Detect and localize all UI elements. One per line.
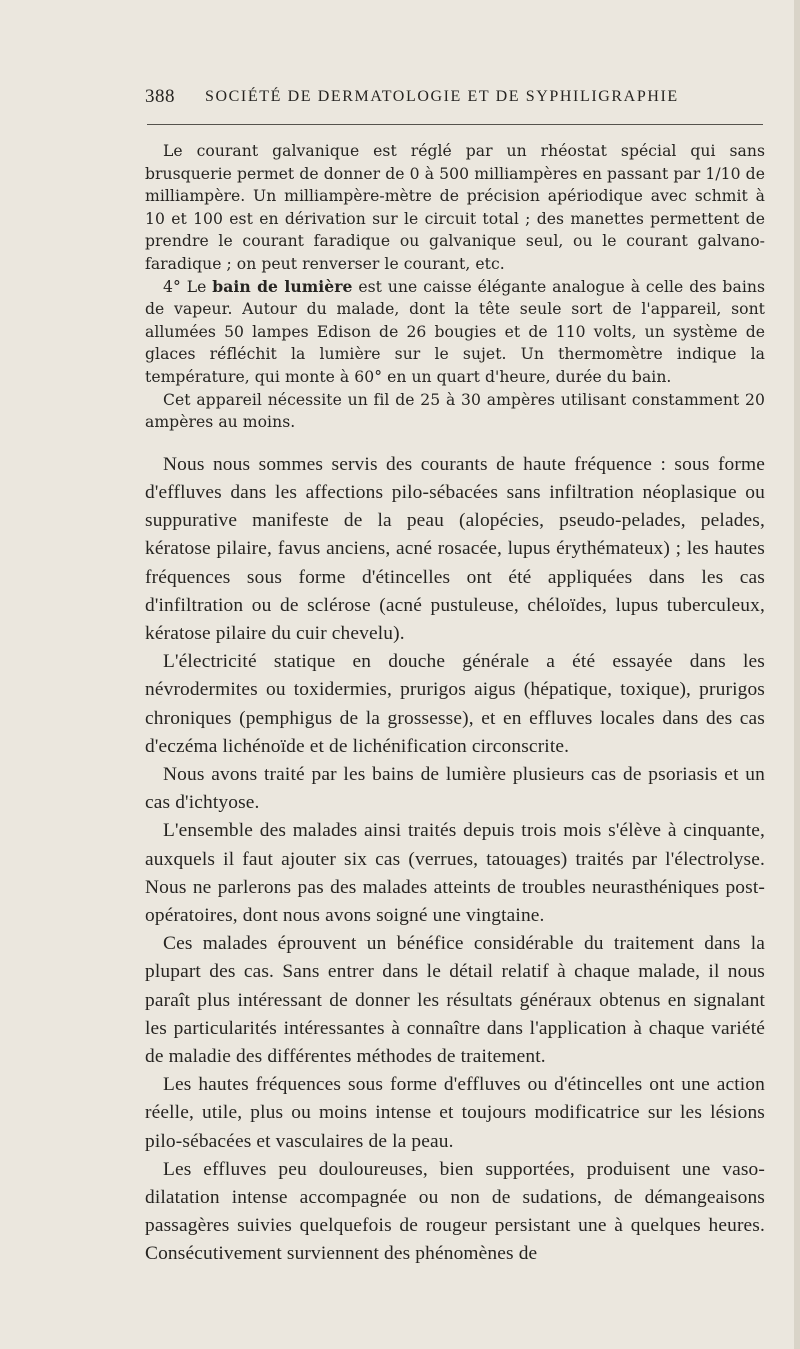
paragraph: Nous nous sommes servis des courants de haute fréquence : sous forme d'effluves dans les affections pilo-sébacées sans infiltration néoplasique ou suppurative manifeste de la peau (alopécies, pseudo-pelades, pelades, kératose pilaire, favus anciens, acné rosacée, lupus érythémateux) ; les hautes fréquences sous forme d'étincelles ont été appliquées dans les cas d'infiltration ou de sclérose (acné pustuleuse, chéloïdes, lupus tuberculeux, kératose pilaire du cuir chevelu). xyxy=(145,453,765,644)
body-text xyxy=(145,140,765,1269)
paragraph: Ces malades éprouvent un bénéfice considérable du traitement dans la plupart des cas. Sans entrer dans le détail relatif à chaque malade, il nous paraît plus intéressant de donner les résultats généraux obtenus en signalant les particularités intéressantes à connaître dans l'application à chaque variété de maladie des différentes méthodes de traitement. xyxy=(145,933,765,1067)
main-text-section xyxy=(145,451,765,1269)
small-print-section xyxy=(145,140,765,434)
paragraph-rest: est une caisse élégante analogue à celle des bains de vapeur. Autour du malade, dont la tête seule sort de l'appareil, sont allumées 50 lampes Edison de 26 bougies et de 110 volts, un système de glaces réfléchit la lumière sur le sujet. Un thermomètre indique la température, qui monte à 60° en un quart d'heure, durée du bain. xyxy=(145,277,765,386)
paragraph-prefix: 4° Le xyxy=(163,277,213,296)
paragraph xyxy=(145,276,765,389)
paragraph: Nous avons traité par les bains de lumière plusieurs cas de psoriasis et un cas d'ichtyose. xyxy=(145,763,765,814)
paragraph: Cet appareil nécessite un fil de 25 à 30 ampères utilisant constamment 20 ampères au moins. xyxy=(145,390,765,432)
paragraph: L'ensemble des malades ainsi traités depuis trois mois s'élève à cinquante, auxquels il faut ajouter six cas (verrues, tatouages) traités par l'électrolyse. Nous ne parlerons pas des malades atteints de troubles neurasthéniques post-opératoires, dont nous avons soigné une vingtaine. xyxy=(145,820,765,926)
paragraph: L'électricité statique en douche générale a été essayée dans les névrodermites ou toxidermies, prurigos aigus (hépatique, toxique), prurigos chroniques (pemphigus de la grossesse), et en effluves locales dans des cas d'eczéma lichénoïde et de lichénification circonscrite. xyxy=(145,651,765,757)
page-number: 388 xyxy=(145,86,175,107)
page-edge xyxy=(794,0,800,1349)
running-header xyxy=(145,86,765,114)
header-rule xyxy=(147,124,763,125)
paragraph: Le courant galvanique est réglé par un rhéostat spécial qui sans brusquerie permet de donner de 0 à 500 milliampères en passant par 1/10 de milliampère. Un milliampère-mètre de précision apériodique avec schmit à 10 et 100 est en dérivation sur le circuit total ; des manettes permettent de prendre le courant faradique ou galvanique seul, ou le courant galvano-faradique ; on peut renverser le courant, etc. xyxy=(145,142,765,273)
paragraph: Les hautes fréquences sous forme d'effluves ou d'étincelles ont une action réelle, utile, plus ou moins intense et toujours modificatrice sur les lésions pilo-sébacées et vasculaires de la peau. xyxy=(145,1074,765,1152)
paragraph: Les effluves peu douloureuses, bien supportées, produisent une vaso-dilatation intense accompagnée ou non de sudations, de démangeaisons passagères suivies quelquefois de rougeur persistant une à quelques heures. Consécutivement surviennent des phénomènes de xyxy=(145,1158,765,1265)
running-title: SOCIÉTÉ DE DERMATOLOGIE ET DE SYPHILIGRAPHIE xyxy=(205,88,679,105)
bold-term: bain de lumière xyxy=(212,276,353,296)
